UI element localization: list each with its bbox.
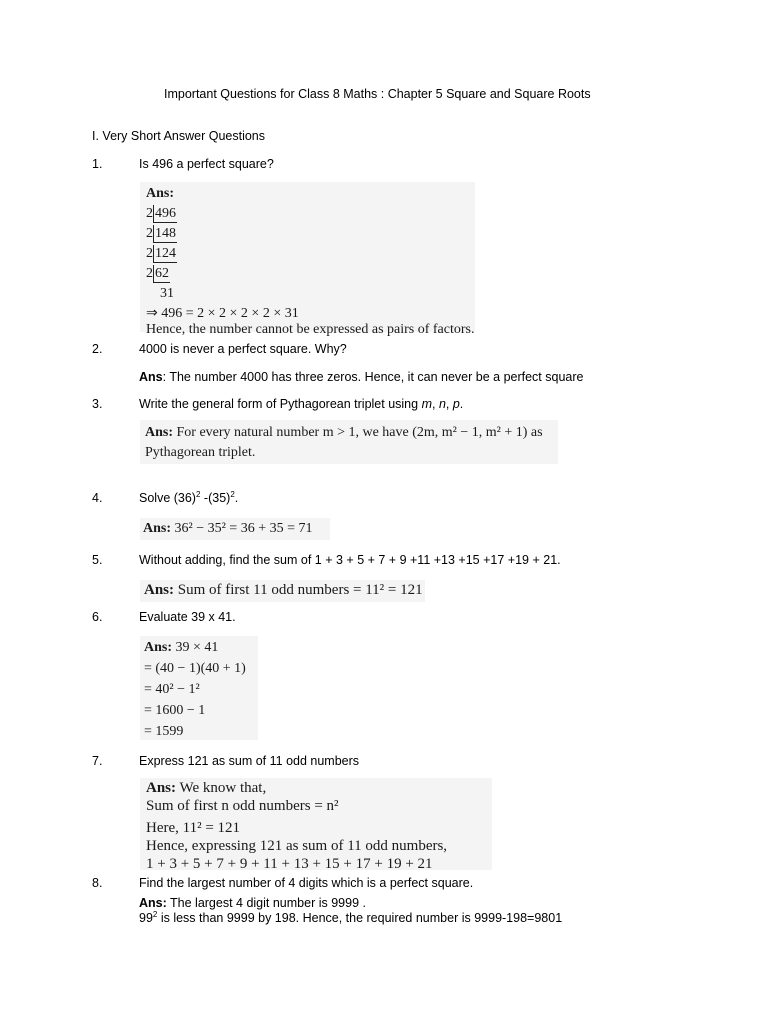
answer-image: Ans: We know that, Sum of first n odd numbers = n² Here, 11² = 121 Hence, expressing 121 as sum of 11 odd numbers, 1 + 3 + 5 + 7 + 9 + 11 + 13 + 15 + 17 + 19 + 21 — [140, 778, 492, 870]
division-step: 2 62 — [146, 266, 169, 281]
division-step: 2 124 — [146, 246, 176, 261]
division-remainder: 31 — [160, 286, 174, 301]
factorization-result: ⇒ 496 = 2 × 2 × 2 × 2 × 31 — [146, 306, 299, 321]
question-number: 2. — [92, 342, 103, 356]
answer-image: Ans: 39 × 41 = (40 − 1)(40 + 1) = 40² − 1² = 1600 − 1 = 1599 — [140, 636, 258, 740]
question-text: Evaluate 39 x 41. — [139, 610, 236, 624]
question-text: Solve $(36)^2$ $-(35)^2$. — [139, 489, 239, 505]
question-number: 4. — [92, 491, 103, 505]
answer-text: Ans: The number 4000 has three zeros. Hence, it can never be a perfect square — [139, 370, 584, 384]
answer-conclusion: Hence, the number cannot be expressed as pairs of factors. — [146, 322, 475, 337]
page-title: Important Questions for Class 8 Maths : Chapter 5 Square and Square Roots — [164, 87, 591, 101]
answer-text: $99^2$ is less than 9999 by 198. Hence, the required number is 9999-198=9801 — [139, 909, 563, 925]
question-text: Write the general form of Pythagorean triplet using m, n, p. — [139, 397, 464, 411]
question-text: Find the largest number of 4 digits which is a perfect square. — [139, 876, 474, 890]
answer-text: Ans: The largest 4 digit number is 9999 . — [139, 896, 366, 910]
question-number: 3. — [92, 397, 103, 411]
question-number: 5. — [92, 553, 103, 567]
question-number: 6. — [92, 610, 103, 624]
question-text: Is 496 a perfect square? — [139, 157, 274, 171]
question-text: Express 121 as sum of 11 odd numbers — [139, 754, 360, 768]
answer-label: Ans: — [146, 186, 175, 201]
answer-image: Ans: 36² − 35² = 36 + 35 = 71 — [140, 518, 330, 540]
question-text: Without adding, find the sum of 1 + 3 + 5 + 7 + 9 +11 +13 +15 +17 +19 + 21. — [139, 553, 561, 567]
section-heading: I. Very Short Answer Questions — [92, 129, 265, 143]
answer-image: Ans: Sum of first 11 odd numbers = 11² = 121 — [140, 580, 425, 602]
answer-image — [140, 182, 475, 337]
question-number: 7. — [92, 754, 103, 768]
question-number: 1. — [92, 157, 103, 171]
answer-image: Ans: For every natural number m > 1, we have (2m, m² − 1, m² + 1) as Pythagorean triplet. — [140, 420, 558, 464]
division-step: 2 148 — [146, 226, 176, 241]
question-text: 4000 is never a perfect square. Why? — [139, 342, 347, 356]
question-number: 8. — [92, 876, 103, 890]
division-step: 2 496 — [146, 206, 176, 221]
